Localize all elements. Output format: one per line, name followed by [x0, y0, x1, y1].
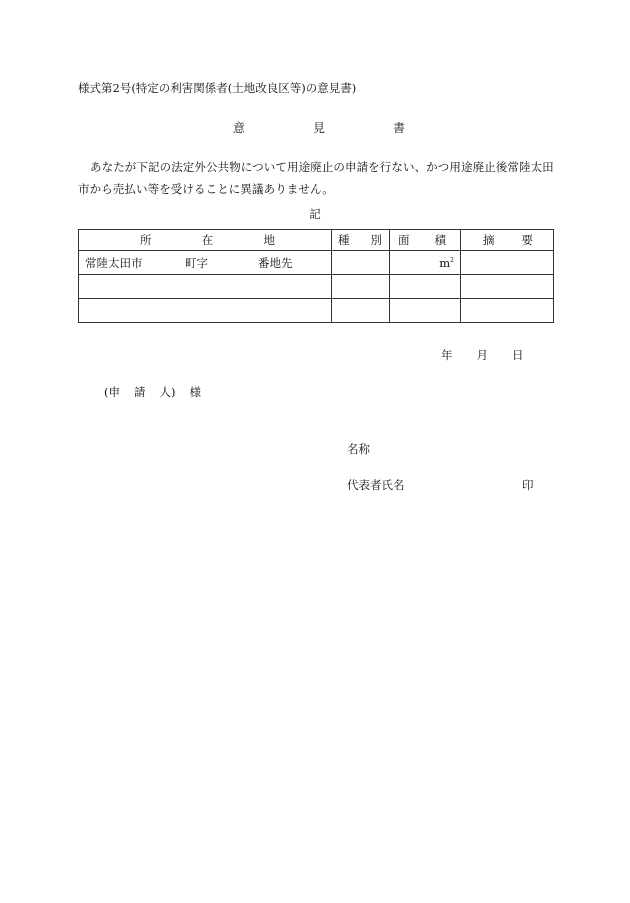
name-label: 名称	[347, 442, 370, 456]
form-header: 様式第2号(特定の利害関係者(土地改良区等)の意見書)	[78, 81, 357, 95]
table-row	[79, 251, 554, 275]
date-line	[441, 347, 524, 363]
type-cell[interactable]	[332, 299, 390, 323]
table-header-row	[79, 230, 554, 251]
remarks-cell[interactable]	[461, 299, 554, 323]
lot-text: 番地先	[258, 255, 293, 270]
table-row	[79, 275, 554, 299]
location-cell[interactable]	[79, 275, 332, 299]
title-char: 見	[312, 121, 325, 135]
header-type: 種 別	[332, 230, 390, 251]
area-cell[interactable]: $m^2$	[390, 251, 461, 275]
remarks-cell[interactable]	[461, 275, 554, 299]
location-cell[interactable]	[79, 251, 332, 275]
representative-label: 代表者氏名	[347, 478, 405, 492]
body-paragraph: あなたが下記の法定外公共物について用途廃止の申請を行ない、かつ用途廃止後常陸太田市から売払い等を受けることに異議ありません。	[78, 160, 554, 196]
day-label: 日	[512, 348, 524, 362]
header-remarks: 摘 要	[461, 230, 554, 251]
header-area: 面 積	[390, 230, 461, 251]
seal-label: 印	[522, 478, 534, 492]
location-cell[interactable]	[79, 299, 332, 323]
document-title	[0, 119, 630, 136]
city-text: 常陸太田市	[85, 255, 143, 270]
ki-label: 記	[309, 207, 321, 221]
town-text: 町字	[185, 255, 208, 270]
area-cell[interactable]	[390, 299, 461, 323]
type-cell[interactable]	[332, 275, 390, 299]
area-cell[interactable]	[390, 275, 461, 299]
table-row	[79, 299, 554, 323]
type-cell[interactable]	[332, 251, 390, 275]
record-table	[78, 229, 554, 323]
remarks-cell[interactable]	[461, 251, 554, 275]
applicant-line: (申 請 人) 様	[104, 385, 201, 399]
title-char: 意	[232, 121, 245, 135]
title-char: 書	[393, 121, 406, 135]
year-label: 年	[441, 348, 453, 362]
month-label: 月	[476, 348, 488, 362]
header-location: 所 在 地	[79, 230, 332, 251]
